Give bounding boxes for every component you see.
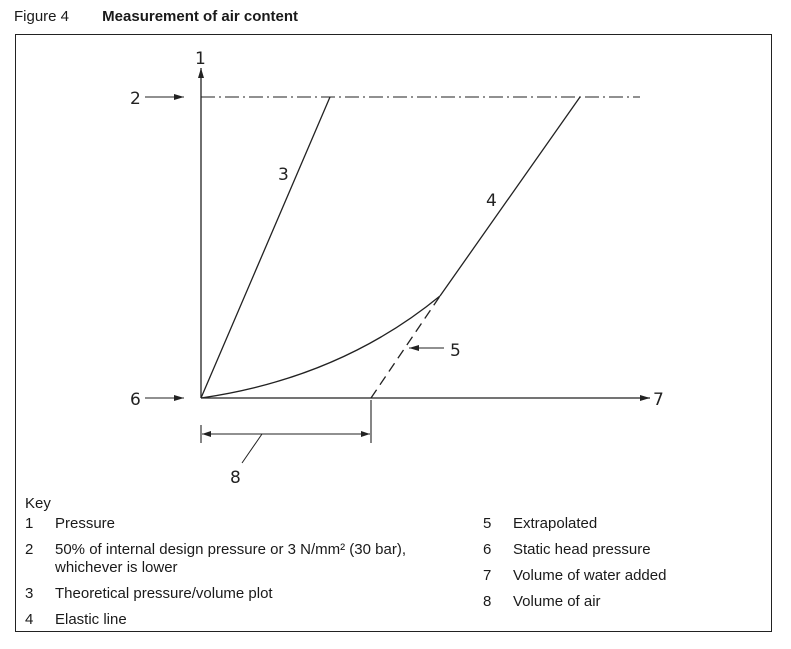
label-8: 8: [230, 468, 241, 488]
key-text: Elastic line: [55, 611, 127, 628]
key-title: Key: [25, 495, 51, 512]
key-number: 2: [25, 541, 34, 558]
key-number: 7: [483, 567, 492, 584]
key-text: Static head pressure: [513, 541, 651, 558]
extrapolated-line: [371, 296, 440, 398]
key-number: 4: [25, 611, 34, 628]
figure-title: Measurement of air content: [102, 8, 299, 25]
key-number: 8: [483, 593, 492, 610]
theoretical-plot-line: [201, 97, 330, 398]
label-6: 6: [130, 390, 141, 410]
air-dim-arrow-right: [361, 431, 370, 437]
key-number: 3: [25, 585, 34, 602]
label-2: 2: [130, 89, 141, 109]
figure-number: Figure 4: [14, 8, 70, 25]
key-text-continued: whichever is lower: [55, 559, 178, 576]
label-1: 1: [195, 49, 206, 69]
key-text: Theoretical pressure/volume plot: [55, 585, 273, 602]
label-3: 3: [278, 165, 289, 185]
label-5: 5: [450, 341, 461, 361]
actual-curve: [201, 296, 440, 398]
key-text: Volume of water added: [513, 567, 667, 584]
key-number: 1: [25, 515, 34, 532]
elastic-line: [440, 97, 580, 296]
leader-8-line: [242, 434, 262, 463]
label-4: 4: [486, 191, 497, 211]
key-text: Volume of air: [513, 593, 601, 610]
label-7: 7: [653, 390, 664, 410]
key-number: 5: [483, 515, 492, 532]
key-text: Extrapolated: [513, 515, 598, 532]
key-number: 6: [483, 541, 492, 558]
key-text: 50% of internal design pressure or 3 N/mm² (30 bar),: [55, 541, 406, 558]
air-dim-arrow-left: [202, 431, 211, 437]
key-text: Pressure: [55, 515, 116, 532]
